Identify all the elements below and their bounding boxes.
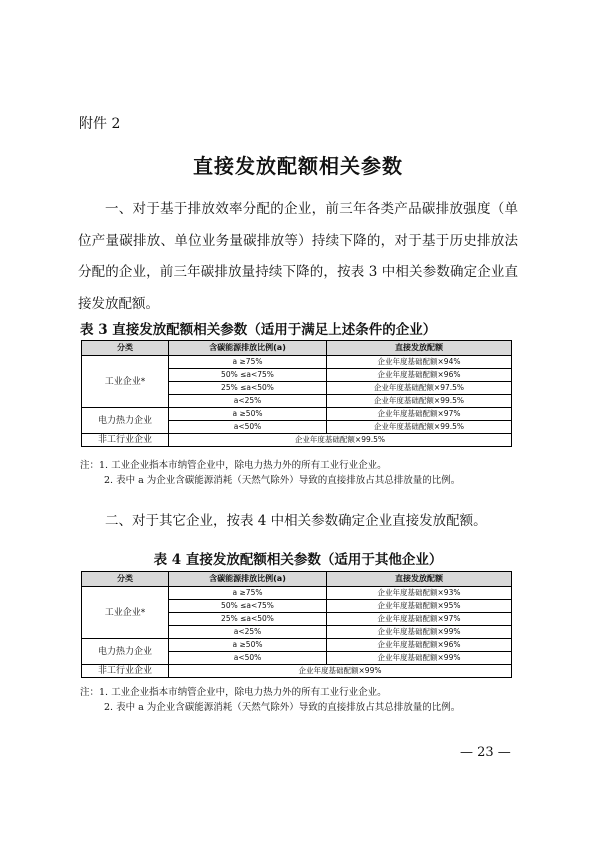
table-row <box>82 434 512 447</box>
quota-cell: 企业年度基础配额×99% <box>327 626 512 639</box>
quota-cell: 企业年度基础配额×96% <box>327 639 512 652</box>
quota-cell: 企业年度基础配额×94% <box>327 356 512 369</box>
ratio-cell: a ≥75% <box>169 587 327 600</box>
header-category: 分类 <box>82 572 169 587</box>
ratio-cell: 50% ≤a<75% <box>169 600 327 613</box>
ratio-cell: a ≥50% <box>169 408 327 421</box>
quota-cell: 企业年度基础配额×97.5% <box>327 382 512 395</box>
table-row <box>82 356 512 369</box>
quota-cell: 企业年度基础配额×95% <box>327 600 512 613</box>
table-row <box>82 587 512 600</box>
table-4 <box>81 571 512 678</box>
quota-cell: 企业年度基础配额×99% <box>169 665 512 678</box>
paragraph-1: 一、对于基于排放效率分配的企业，前三年各类产品碳排放强度（单位产量碳排放、单位业务量碳排放等）持续下降的，对于基于历史排放法分配的企业，前三年碳排放量持续下降的，按表 3 中相关参数确定企业直接发放配额。 <box>78 201 518 312</box>
ratio-cell: a<50% <box>169 652 327 665</box>
ratio-cell: 25% ≤a<50% <box>169 613 327 626</box>
category-industry: 工业企业* <box>82 587 169 639</box>
table-3-notes <box>80 458 460 488</box>
note-line: 2. 表中 a 为企业含碳能源消耗（天然气除外）导致的直接排放占其总排放量的比例。 <box>104 702 461 713</box>
table-row <box>82 408 512 421</box>
paragraph-2: 二、对于其它企业，按表 4 中相关参数确定企业直接发放配额。 <box>105 513 487 529</box>
category-nonindustry: 非工行业企业 <box>82 434 169 447</box>
ratio-cell: a ≥50% <box>169 639 327 652</box>
table-4-caption: 表 4 直接发放配额相关参数（适用于其他企业） <box>153 552 443 568</box>
category-nonindustry: 非工行业企业 <box>82 665 169 678</box>
table-3-caption: 表 3 直接发放配额相关参数（适用于满足上述条件的企业） <box>80 322 437 338</box>
header-quota: 直接发放配额 <box>327 572 512 587</box>
ratio-cell: 50% ≤a<75% <box>169 369 327 382</box>
page-title: 直接发放配额相关参数 <box>193 154 403 178</box>
quota-cell: 企业年度基础配额×99.5% <box>327 421 512 434</box>
table-4-notes <box>80 685 460 715</box>
category-power: 电力热力企业 <box>82 408 169 434</box>
page-number: — 23 — <box>460 745 511 760</box>
table-row <box>82 639 512 652</box>
quota-cell: 企业年度基础配额×97% <box>327 613 512 626</box>
quota-cell: 企业年度基础配额×93% <box>327 587 512 600</box>
header-ratio: 含碳能源排放比例(a) <box>169 572 327 587</box>
annex-label: 附件 2 <box>79 116 121 132</box>
quota-cell: 企业年度基础配额×97% <box>327 408 512 421</box>
note-line: 注：1. 工业企业指本市纳管企业中，除电力热力外的所有工业行业企业。 <box>80 687 387 698</box>
category-industry: 工业企业* <box>82 356 169 408</box>
category-power: 电力热力企业 <box>82 639 169 665</box>
ratio-cell: a ≥75% <box>169 356 327 369</box>
ratio-cell: a<25% <box>169 626 327 639</box>
header-category: 分类 <box>82 341 169 356</box>
table-row <box>82 665 512 678</box>
quota-cell: 企业年度基础配额×99.5% <box>169 434 512 447</box>
ratio-cell: a<25% <box>169 395 327 408</box>
header-quota: 直接发放配额 <box>327 341 512 356</box>
quota-cell: 企业年度基础配额×99% <box>327 652 512 665</box>
ratio-cell: 25% ≤a<50% <box>169 382 327 395</box>
note-line: 注：1. 工业企业指本市纳管企业中，除电力热力外的所有工业行业企业。 <box>80 460 387 471</box>
quota-cell: 企业年度基础配额×96% <box>327 369 512 382</box>
ratio-cell: a<50% <box>169 421 327 434</box>
header-ratio: 含碳能源排放比例(a) <box>169 341 327 356</box>
quota-cell: 企业年度基础配额×99.5% <box>327 395 512 408</box>
table-3 <box>81 340 512 447</box>
note-line: 2. 表中 a 为企业含碳能源消耗（天然气除外）导致的直接排放占其总排放量的比例。 <box>104 475 461 486</box>
